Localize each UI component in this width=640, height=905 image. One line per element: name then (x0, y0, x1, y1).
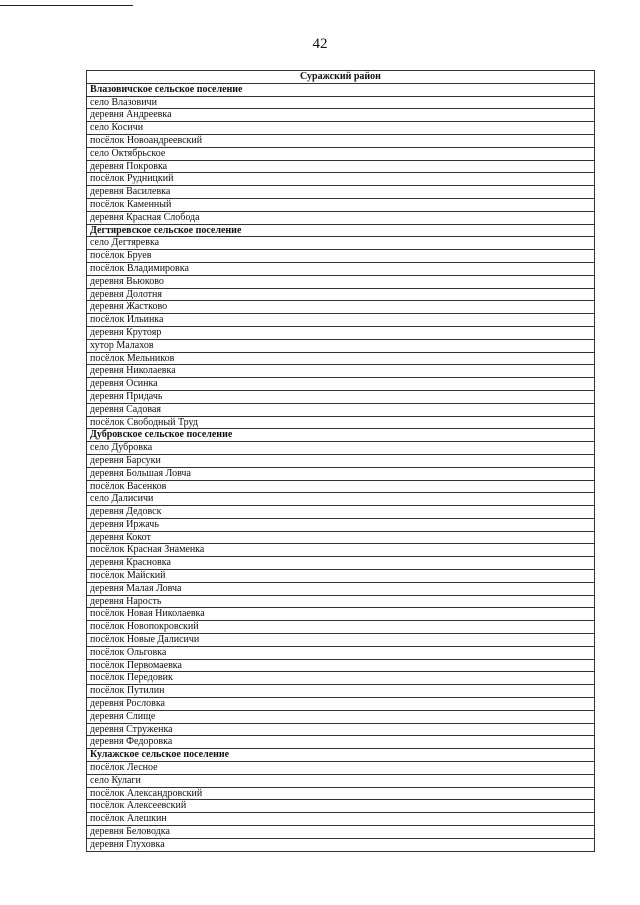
table-row (87, 173, 595, 186)
settlement-name: село Дегтяревка (87, 237, 595, 250)
table-row (87, 454, 595, 467)
table-row (87, 518, 595, 531)
settlement-name: деревня Федоровка (87, 736, 595, 749)
section-title: Влазовичское сельское поселение (87, 83, 595, 96)
settlement-name: посёлок Мельников (87, 352, 595, 365)
table-row (87, 685, 595, 698)
table-row (87, 493, 595, 506)
settlement-name: посёлок Свободный Труд (87, 416, 595, 429)
table-row (87, 198, 595, 211)
table-row (87, 736, 595, 749)
settlement-name: деревня Дедовск (87, 506, 595, 519)
table-row (87, 378, 595, 391)
settlement-name: посёлок Первомаевка (87, 659, 595, 672)
table-row (87, 416, 595, 429)
section-title: Дегтяревское сельское поселение (87, 224, 595, 237)
settlement-name: посёлок Бруев (87, 250, 595, 263)
settlement-name: посёлок Ольговка (87, 646, 595, 659)
settlement-name: деревня Рословка (87, 698, 595, 711)
settlement-name: деревня Иржачь (87, 518, 595, 531)
table-row (87, 403, 595, 416)
settlement-name: деревня Кокот (87, 531, 595, 544)
section-title: Дубровское сельское поселение (87, 429, 595, 442)
table-row (87, 723, 595, 736)
settlement-name: посёлок Каменный (87, 198, 595, 211)
section-title: Кулажское сельское поселение (87, 749, 595, 762)
table-row (87, 608, 595, 621)
settlement-name: деревня Крутояр (87, 326, 595, 339)
settlement-name: посёлок Ильинка (87, 314, 595, 327)
table-row (87, 826, 595, 839)
table-row (87, 659, 595, 672)
settlement-name: село Кулаги (87, 774, 595, 787)
table-row (87, 390, 595, 403)
table-row (87, 646, 595, 659)
settlement-name: деревня Долотня (87, 288, 595, 301)
table-row (87, 800, 595, 813)
settlement-name: посёлок Лесное (87, 762, 595, 775)
table-row (87, 480, 595, 493)
section-row (87, 429, 595, 442)
table-row (87, 365, 595, 378)
table-row (87, 621, 595, 634)
settlement-name: деревня Осинка (87, 378, 595, 391)
table-row (87, 634, 595, 647)
settlement-name: деревня Придачь (87, 390, 595, 403)
settlement-name: село Далисичи (87, 493, 595, 506)
table-row (87, 275, 595, 288)
settlement-name: деревня Василевка (87, 186, 595, 199)
settlement-name: село Октябрьское (87, 147, 595, 160)
settlement-name: посёлок Новопокровский (87, 621, 595, 634)
settlement-name: посёлок Путилин (87, 685, 595, 698)
table-header-row (87, 71, 595, 84)
settlements-table (86, 70, 595, 852)
table-row (87, 288, 595, 301)
table-row (87, 774, 595, 787)
settlement-name: посёлок Новая Николаевка (87, 608, 595, 621)
settlement-name: посёлок Владимировка (87, 262, 595, 275)
settlement-name: деревня Покровка (87, 160, 595, 173)
settlement-name: село Влазовичи (87, 96, 595, 109)
table-row (87, 147, 595, 160)
settlement-name: посёлок Васенков (87, 480, 595, 493)
section-row (87, 749, 595, 762)
table-row (87, 262, 595, 275)
table-row (87, 301, 595, 314)
settlement-name: село Косичи (87, 122, 595, 135)
section-row (87, 224, 595, 237)
settlement-name: деревня Вьюково (87, 275, 595, 288)
table-row (87, 122, 595, 135)
table-row (87, 582, 595, 595)
settlement-name: деревня Садовая (87, 403, 595, 416)
table-row (87, 531, 595, 544)
settlement-name: село Дубровка (87, 442, 595, 455)
table-row (87, 211, 595, 224)
table-row (87, 557, 595, 570)
settlement-name: деревня Глуховка (87, 838, 595, 851)
settlement-name: деревня Красновка (87, 557, 595, 570)
table-row (87, 762, 595, 775)
table-row (87, 314, 595, 327)
settlement-name: деревня Николаевка (87, 365, 595, 378)
settlement-name: деревня Слище (87, 710, 595, 723)
settlement-name: посёлок Алешкин (87, 813, 595, 826)
table-row (87, 160, 595, 173)
table-row (87, 109, 595, 122)
table-row (87, 442, 595, 455)
settlement-name: деревня Струженка (87, 723, 595, 736)
table-row (87, 813, 595, 826)
table-row (87, 506, 595, 519)
settlement-name: посёлок Красная Знаменка (87, 544, 595, 557)
settlement-name: посёлок Передовик (87, 672, 595, 685)
table-row (87, 710, 595, 723)
settlement-name: посёлок Алексеевский (87, 800, 595, 813)
table-row (87, 698, 595, 711)
settlement-name: деревня Малая Ловча (87, 582, 595, 595)
table-row (87, 838, 595, 851)
settlement-name: деревня Барсуки (87, 454, 595, 467)
settlement-name: посёлок Рудницкий (87, 173, 595, 186)
settlement-name: деревня Нарость (87, 595, 595, 608)
settlement-name: хутор Малахов (87, 339, 595, 352)
settlement-name: деревня Жастково (87, 301, 595, 314)
top-edge-line (0, 0, 133, 6)
page-number: 42 (312, 36, 328, 52)
table-row (87, 326, 595, 339)
table-row (87, 237, 595, 250)
settlement-name: посёлок Майский (87, 570, 595, 583)
settlement-name: посёлок Новоандреевский (87, 134, 595, 147)
table-row (87, 595, 595, 608)
table-row (87, 134, 595, 147)
table-row (87, 96, 595, 109)
table-row (87, 672, 595, 685)
table-row (87, 467, 595, 480)
district-header: Суражский район (87, 71, 595, 84)
settlement-name: деревня Красная Слобода (87, 211, 595, 224)
settlement-name: деревня Большая Ловча (87, 467, 595, 480)
table-row (87, 544, 595, 557)
table-row (87, 352, 595, 365)
table-row (87, 186, 595, 199)
settlement-name: посёлок Новые Далисичи (87, 634, 595, 647)
section-row (87, 83, 595, 96)
table-row (87, 570, 595, 583)
settlement-name: деревня Беловодка (87, 826, 595, 839)
settlement-name: посёлок Александровский (87, 787, 595, 800)
table-row (87, 339, 595, 352)
settlement-name: деревня Андреевка (87, 109, 595, 122)
table-row (87, 787, 595, 800)
table-row (87, 250, 595, 263)
